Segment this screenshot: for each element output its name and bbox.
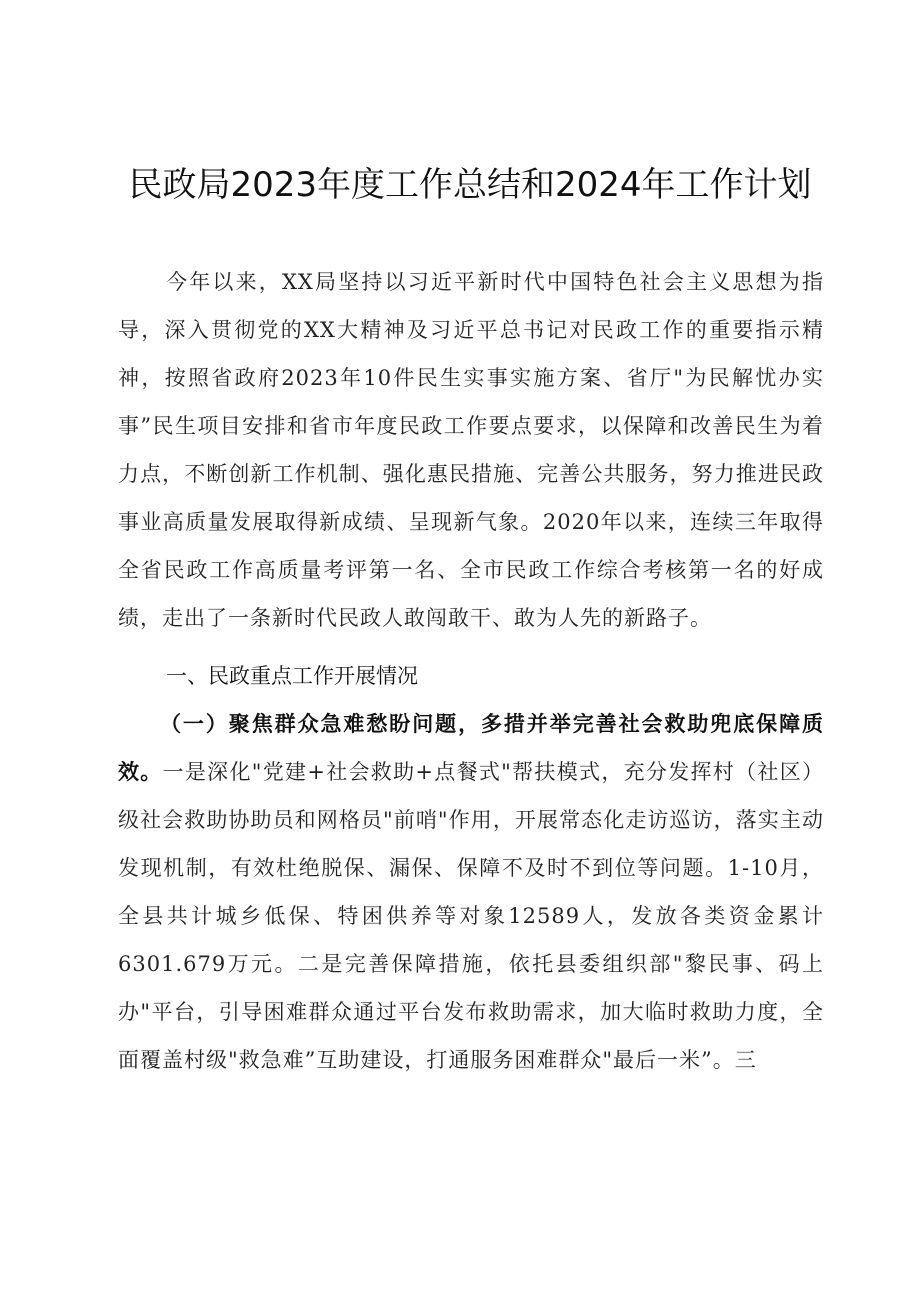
- subsection-lead: （一）聚焦群众急难愁盼问题，多措并举完善社会救助兜底保障质效。: [118, 712, 824, 784]
- subsection-paragraph: [118, 700, 824, 1084]
- subsection-body: 一是深化"党建+社会救助+点餐式"帮扶模式，充分发挥村（社区）级社会救助协助员和网格员"前哨"作用，开展常态化走访巡访，落实主动发现机制，有效杜绝脱保、漏保、保障不及时不到位等问题。1-10月，全县共计城乡低保、特困供养等对象12589人，发放各类资金累计6301.679万元。二是完善保障措施，依托县委组织部"黎民事、码上办"平台，引导困难群众通过平台发布救助需求，加大临时救助力度，全面覆盖村级"救急难”互助建设，打通服务困难群众"最后一米”。三: [118, 760, 824, 1072]
- document-title: 民政局2023年度工作总结和2024年工作计划: [128, 165, 812, 205]
- section-heading: 一、民政重点工作开展情况: [166, 664, 418, 688]
- intro-paragraph: 今年以来，XX局坚持以习近平新时代中国特色社会主义思想为指导，深入贯彻党的XX大精神及习近平总书记对民政工作的重要指示精神，按照省政府2023年10件民生实事实施方案、省厅"为民解忧办实事”民生项目安排和省市年度民政工作要点要求，以保障和改善民生为着力点，不断创新工作机制、强化惠民措施、完善公共服务，努力推进民政事业高质量发展取得新成绩、呈现新气象。2020年以来，连续三年取得全省民政工作高质量考评第一名、全市民政工作综合考核第一名的好成绩，走出了一条新时代民政人敢闯敢干、敢为人先的新路子。: [118, 270, 824, 630]
